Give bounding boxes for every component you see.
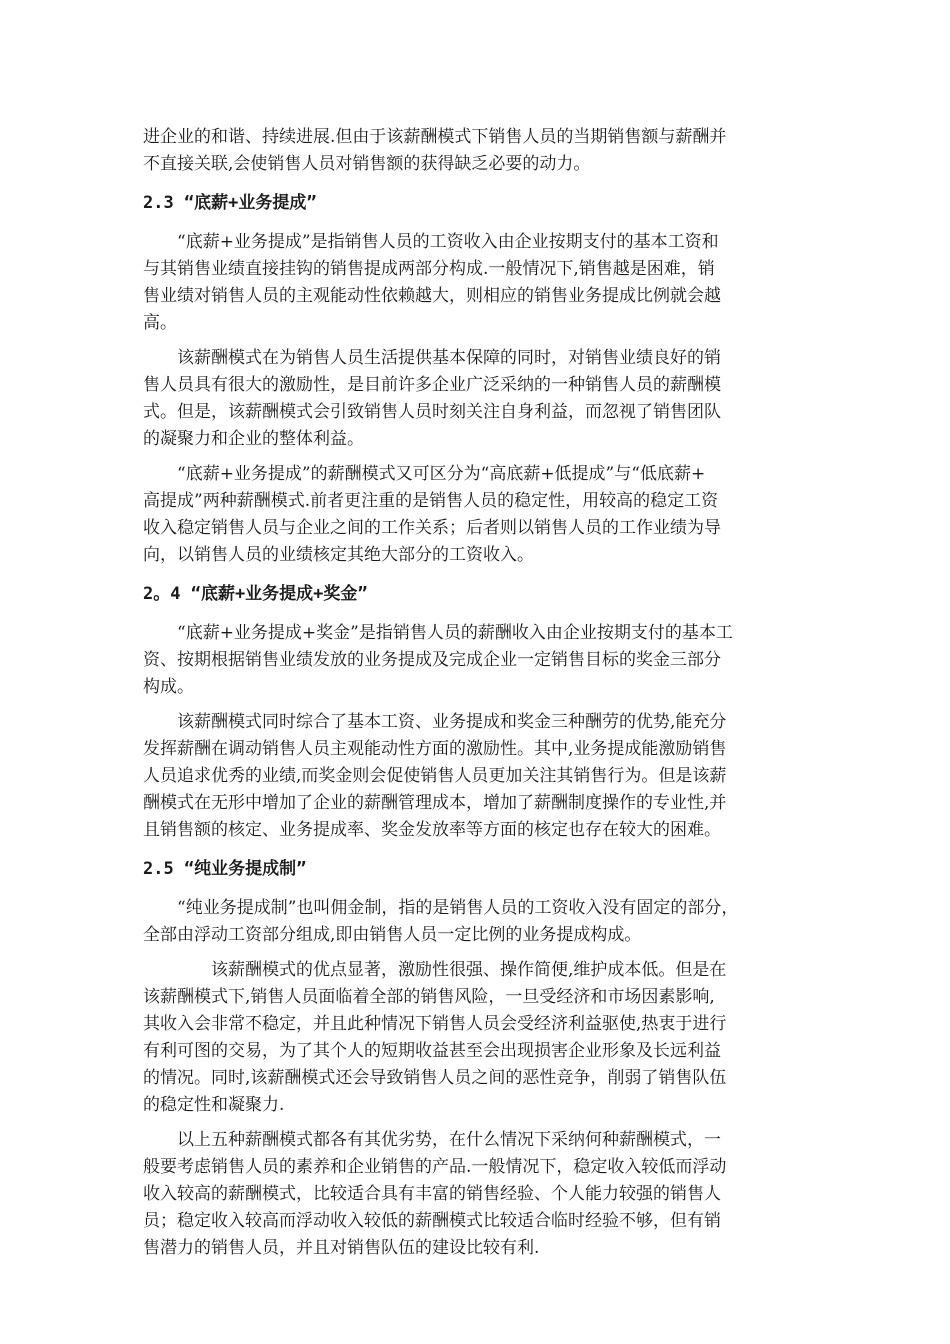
paragraph-line: 售潜力的销售人员，并且对销售队伍的建设比较有利. (143, 1238, 540, 1258)
paragraph-line: 酬模式在无形中增加了企业的薪酬管理成本，增加了薪酬制度操作的专业性,并 (143, 793, 727, 813)
section-heading: 2。4 “底薪+业务提成+奖金” (143, 584, 368, 604)
paragraph-line: 以上五种薪酬模式都各有其优劣势，在什么情况下采纳何种薪酬模式，一 (143, 1130, 721, 1150)
paragraph-line: 且销售额的核定、业务提成率、奖金发放率等方面的核定也存在较大的困难。 (143, 820, 721, 840)
paragraph-line: 售人员具有很大的激励性，是目前许多企业广泛采纳的一种销售人员的薪酬模 (143, 375, 721, 395)
paragraph-line: 的凝聚力和企业的整体利益。 (143, 429, 364, 449)
paragraph-line: 该薪酬模式的优点显著，激励性很强、操作简便,维护成本低。但是在 (143, 960, 727, 980)
paragraph-line: 式。但是，该薪酬模式会引致销售人员时刻关注自身利益，而忽视了销售团队 (143, 402, 721, 422)
paragraph-line: 构成。 (143, 677, 194, 697)
paragraph-line: 的稳定性和凝聚力. (143, 1095, 285, 1115)
paragraph-line: 发挥薪酬在调动销售人员主观能动性方面的激励性。其中,业务提成能激励销售 (143, 739, 727, 759)
paragraph-line: 该薪酬模式在为销售人员生活提供基本保障的同时，对销售业绩良好的销 (143, 348, 721, 368)
paragraph-line: 向，以销售人员的业绩核定其绝大部分的工资收入。 (143, 545, 534, 565)
paragraph-line: 该薪酬模式下,销售人员面临着全部的销售风险，一旦受经济和市场因素影响, (143, 987, 715, 1007)
paragraph-line: 的情况。同时,该薪酬模式还会导致销售人员之间的恶性竞争，削弱了销售队伍 (143, 1068, 727, 1088)
paragraph-line: 有利可图的交易，为了其个人的短期收益甚至会出现损害企业形象及长远利益 (143, 1041, 721, 1061)
paragraph-line: 不直接关联,会使销售人员对销售额的获得缺乏必要的动力。 (143, 154, 591, 174)
paragraph-line: 与其销售业绩直接挂钩的销售提成两部分构成.一般情况下,销售越是困难，销 (143, 259, 715, 279)
paragraph-line: 该薪酬模式同时综合了基本工资、业务提成和奖金三种酬劳的优势,能充分 (143, 712, 727, 732)
paragraph-line: “底薪+业务提成”是指销售人员的工资收入由企业按期支付的基本工资和 (143, 232, 719, 252)
paragraph-line: 般要考虑销售人员的素养和企业销售的产品.一般情况下，稳定收入较低而浮动 (143, 1157, 727, 1177)
paragraph-line: 其收入会非常不稳定，并且此种情况下销售人员会受经济利益驱使,热衷于进行 (143, 1014, 727, 1034)
section-heading: 2.3 “底薪+业务提成” (143, 193, 317, 213)
paragraph-line: “底薪+业务提成”的薪酬模式又可区分为“高底薪+低提成”与“低底薪+ (143, 464, 706, 484)
paragraph-line: 高提成”两种薪酬模式.前者更注重的是销售人员的稳定性，用较高的稳定工资 (143, 491, 719, 511)
paragraph-line: 收入稳定销售人员与企业之间的工作关系；后者则以销售人员的工作业绩为导 (143, 518, 721, 538)
paragraph-line: 高。 (143, 313, 177, 333)
paragraph-line: 售业绩对销售人员的主观能动性依赖越大，则相应的销售业务提成比例就会越 (143, 286, 721, 306)
paragraph-line: “底薪+业务提成+奖金”是指销售人员的薪酬收入由企业按期支付的基本工 (143, 623, 733, 643)
paragraph-line: 全部由浮动工资部分组成,即由销售人员一定比例的业务提成构成。 (143, 925, 642, 945)
paragraph-line: 员；稳定收入较高而浮动收入较低的薪酬模式比较适合临时经验不够，但有销 (143, 1211, 721, 1231)
paragraph-line: 资、按期根据销售业绩发放的业务提成及完成企业一定销售目标的奖金三部分 (143, 650, 721, 670)
paragraph-line: “纯业务提成制”也叫佣金制，指的是销售人员的工资收入没有固定的部分， (143, 898, 739, 918)
paragraph-line: 收入较高的薪酬模式，比较适合具有丰富的销售经验、个人能力较强的销售人 (143, 1184, 721, 1204)
section-heading: 2.5 “纯业务提成制” (143, 859, 307, 879)
paragraph-line: 进企业的和谐、持续进展.但由于该薪酬模式下销售人员的当期销售额与薪酬并 (143, 127, 727, 147)
paragraph-line: 人员追求优秀的业绩,而奖金则会促使销售人员更加关注其销售行为。但是该薪 (143, 766, 727, 786)
